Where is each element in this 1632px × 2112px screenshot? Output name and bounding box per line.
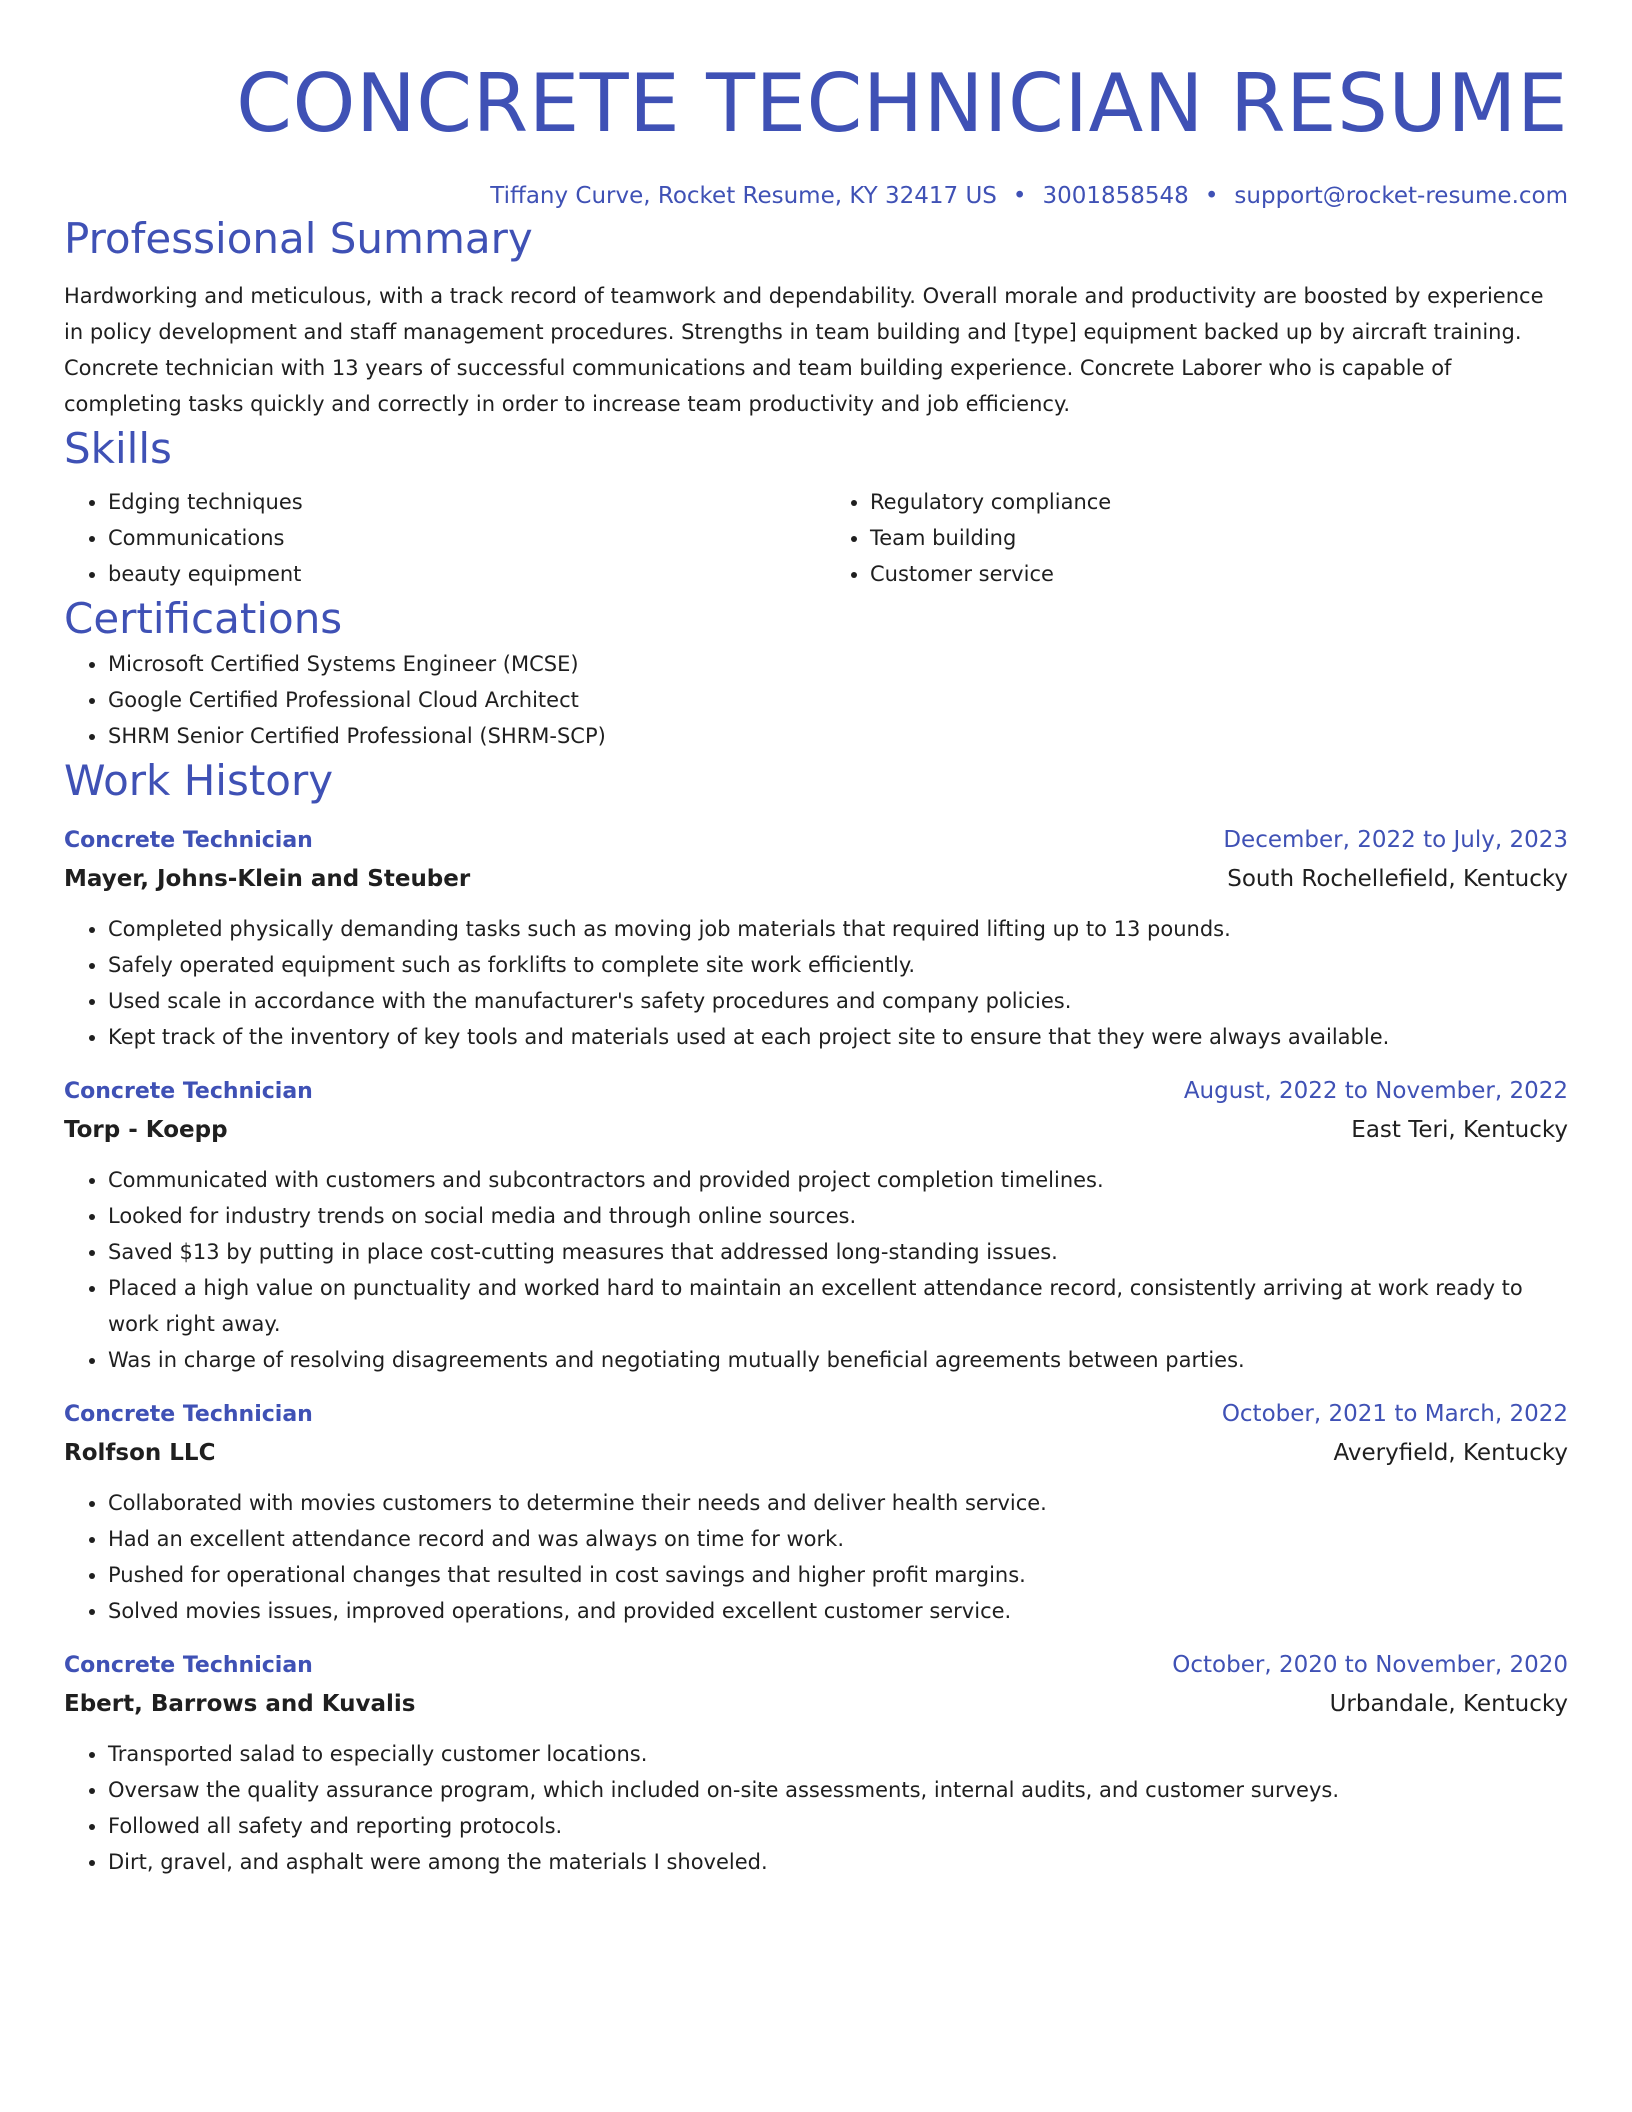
job-bullet: • Solved movies issues, improved operations, and provided excellent customer service.: [108, 1593, 1568, 1629]
certification-item: • SHRM Senior Certified Professional (SHRM-SCP): [108, 718, 1568, 754]
job-bullet: • Completed physically demanding tasks such as moving job materials that required lifting up to 13 pounds.: [108, 911, 1568, 947]
job-location: Averyfield, Kentucky: [1333, 1440, 1568, 1466]
resume-page: [64, 0, 1568, 1880]
job-location: Urbandale, Kentucky: [1329, 1691, 1568, 1717]
job-bullet: • Followed all safety and reporting protocols.: [108, 1808, 1568, 1844]
work-history-list: [64, 822, 1568, 1880]
job-dates: October, 2021 to March, 2022: [1221, 1401, 1568, 1427]
job-company: Rolfson LLC: [64, 1440, 216, 1466]
job-bullet: • Had an excellent attendance record and was always on time for work.: [108, 1521, 1568, 1557]
job-company-row: [64, 1110, 1568, 1150]
job-bullet: • Communicated with customers and subcontractors and provided project completion timelines.: [108, 1162, 1568, 1198]
job-company-row: [64, 1433, 1568, 1473]
job-bullet: • Kept track of the inventory of key tools and materials used at each project site to ensure that they were always available.: [108, 1019, 1568, 1055]
job-company: Torp - Koepp: [64, 1117, 228, 1143]
job-location: South Rochellefield, Kentucky: [1227, 866, 1568, 892]
job-bullet: • Pushed for operational changes that resulted in cost savings and higher profit margins.: [108, 1557, 1568, 1593]
skills-heading: Skills: [64, 424, 172, 473]
summary-text: Hardworking and meticulous, with a track record of teamwork and dependability. Overall morale and productivity are boosted by experience in policy development and staff management procedures. Strengths in team building and [type] equipment backed up by aircraft training. Concrete technician with 13 years of successful communications and team building experience. Concrete Laborer who is capable of completing tasks quickly and correctly in order to increase team productivity and job efficiency.: [64, 284, 1544, 416]
job-bullet: • Saved $13 by putting in place cost-cutting measures that addressed long-standing issues.: [108, 1234, 1568, 1270]
job-entry: [64, 1647, 1568, 1880]
job-entry: [64, 1073, 1568, 1378]
skills-list-left: [64, 484, 806, 592]
contact-line: [64, 180, 1568, 212]
skills-list-right: [826, 484, 1568, 592]
job-header-row: [64, 1396, 1568, 1433]
contact-email: support@rocket-resume.com: [1234, 183, 1568, 209]
job-title: Concrete Technician: [64, 1402, 313, 1427]
summary-heading: Professional Summary: [64, 214, 533, 263]
skill-item: • Team building: [870, 520, 1568, 556]
job-header-row: [64, 822, 1568, 859]
job-bullet: • Placed a high value on punctuality and worked hard to maintain an excellent attendance record, consistently arriving at work ready to work right away.: [108, 1270, 1568, 1342]
certifications-list: [64, 646, 1568, 754]
job-bullet: • Was in charge of resolving disagreements and negotiating mutually beneficial agreements between parties.: [108, 1342, 1568, 1378]
job-bullet: • Transported salad to especially customer locations.: [108, 1736, 1568, 1772]
skills-grid: [64, 484, 1568, 592]
skill-item: • Communications: [108, 520, 806, 556]
job-header-row: [64, 1647, 1568, 1684]
job-bullet: • Used scale in accordance with the manufacturer's safety procedures and company policies.: [108, 983, 1568, 1019]
job-bullets: [64, 911, 1568, 1055]
certifications-heading: Certifications: [64, 594, 343, 643]
contact-address: Tiffany Curve, Rocket Resume, KY 32417 US: [490, 183, 997, 209]
job-bullets: [64, 1162, 1568, 1378]
job-title: Concrete Technician: [64, 1653, 313, 1678]
job-dates: August, 2022 to November, 2022: [1183, 1078, 1568, 1104]
skill-item: • Edging techniques: [108, 484, 806, 520]
job-bullet: • Looked for industry trends on social media and through online sources.: [108, 1198, 1568, 1234]
job-bullet: • Oversaw the quality assurance program, which included on-site assessments, internal audits, and customer surveys.: [108, 1772, 1568, 1808]
certification-item: • Microsoft Certified Systems Engineer (MCSE): [108, 646, 1568, 682]
job-bullet: • Dirt, gravel, and asphalt were among the materials I shoveled.: [108, 1844, 1568, 1880]
job-entry: [64, 1396, 1568, 1629]
contact-phone: 3001858548: [1042, 183, 1189, 209]
skill-item: • Customer service: [870, 556, 1568, 592]
resume-title: CONCRETE TECHNICIAN RESUME: [236, 57, 1568, 150]
job-company: Mayer, Johns-Klein and Steuber: [64, 866, 471, 892]
job-company-row: [64, 859, 1568, 899]
job-title: Concrete Technician: [64, 1079, 313, 1104]
job-bullets: [64, 1485, 1568, 1629]
certification-item: • Google Certified Professional Cloud Architect: [108, 682, 1568, 718]
job-company-row: [64, 1684, 1568, 1724]
job-header-row: [64, 1073, 1568, 1110]
job-location: East Teri, Kentucky: [1351, 1117, 1568, 1143]
skill-item: • beauty equipment: [108, 556, 806, 592]
job-bullet: • Safely operated equipment such as forklifts to complete site work efficiently.: [108, 947, 1568, 983]
work-history-heading: Work History: [64, 756, 334, 805]
job-bullet: • Collaborated with movies customers to determine their needs and deliver health service.: [108, 1485, 1568, 1521]
contact-separator: •: [1012, 183, 1027, 209]
job-bullets: [64, 1736, 1568, 1880]
skill-item: • Regulatory compliance: [870, 484, 1568, 520]
job-title: Concrete Technician: [64, 828, 313, 853]
job-dates: October, 2020 to November, 2020: [1172, 1652, 1568, 1678]
job-company: Ebert, Barrows and Kuvalis: [64, 1691, 416, 1717]
job-entry: [64, 822, 1568, 1055]
contact-separator: •: [1204, 183, 1219, 209]
job-dates: December, 2022 to July, 2023: [1223, 827, 1568, 853]
